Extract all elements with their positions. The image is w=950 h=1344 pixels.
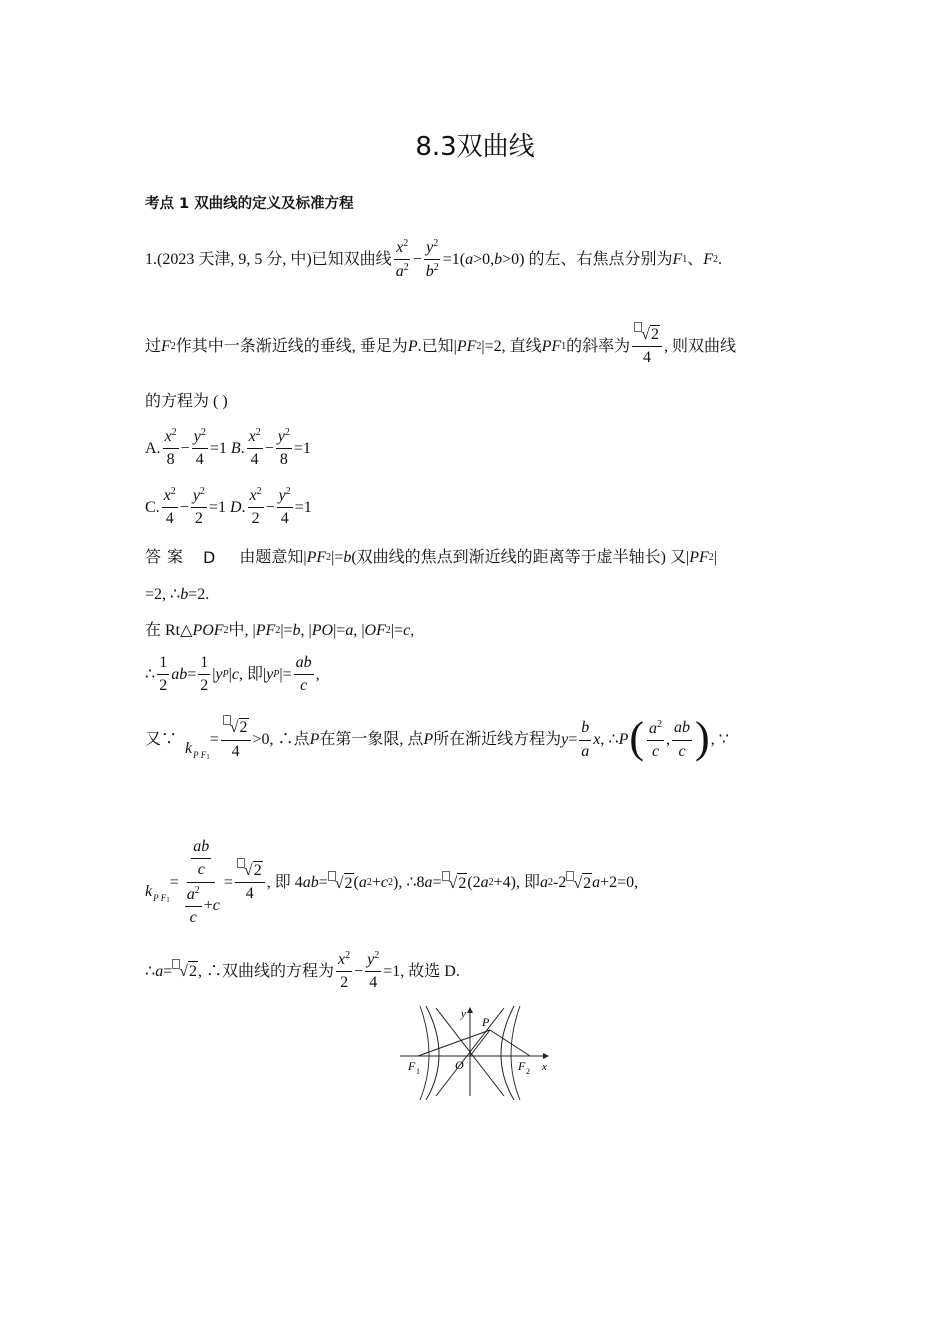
point-P-label: P <box>482 1015 490 1029</box>
problem-text: 已知双曲线 <box>311 251 392 269</box>
compound-fraction: $\frac{ab}{c}$ $\frac{a^2}{c}$ +c <box>186 838 220 927</box>
problem-number: 1. <box>145 251 157 269</box>
answer-line-6: k P F $_1$ = $\frac{ab}{c}$ $\frac{a^2}{c}$ +c = $\frac{√2}{4}$ , 即 4 ab = √ 2 ( a 2 + c 2 ) , ∴8 a = √ 2 (2 a 2 +4), 即 a 2 -2 √ 2 a +2=0, <box>145 838 639 927</box>
option-a-label: A. <box>145 439 161 457</box>
problem-source: (2023 天津, 9, 5 分, 中) <box>157 251 312 269</box>
fraction-sqrt2-over-4: $\frac{√2}{4}$ <box>632 326 662 368</box>
y-label: y <box>461 1008 466 1020</box>
answer-line-5: 又∵ k P F $_1$ = $\frac{√2}{4}$ >0, ∴点 P 在第一象限, 点 P 所在渐近线方程为 y = $\frac{b}{a}$ x , ∴ P ( $\frac{a^2}{c}$ , $\frac{ab}{c}$ ) , ∵ <box>145 713 729 762</box>
segment-PF2 <box>490 1030 530 1056</box>
answer-label: 答案 <box>145 549 190 566</box>
answer-line-4: ∴ $\frac{1}{2}$ ab = $\frac{1}{2}$ | y P | c , 即| y P |= $\frac{ab}{c}$ , <box>145 654 320 695</box>
problem-line-1: 1. (2023 天津, 9, 5 分, 中) 已知双曲线 $\frac{x^2}{a^2}$ − $\frac{y^2}{b^2}$ =1( a >0, b >0) 的左、右焦点分别为 F 1 、 F 2 . <box>145 238 723 281</box>
option-c-label: C. <box>145 498 160 516</box>
hyperbola-right-branch <box>501 1006 514 1100</box>
fraction-y2-b2: $\frac{y^2}{b^2}$ <box>425 238 439 281</box>
answer-line-2: =2, ∴ b =2. <box>145 586 210 603</box>
focus-F2-label: F <box>518 1059 526 1073</box>
page-title: 8.3双曲线 <box>415 132 535 162</box>
section-heading: 考点 1 双曲线的定义及标准方程 <box>145 196 354 212</box>
options-ab: A. $\frac{x^2}{8}$ − $\frac{y^2}{4}$ = 1 B . $\frac{x^2}{4}$ − $\frac{y^2}{8}$ =1 <box>145 427 311 469</box>
option-b-label: B <box>230 439 241 457</box>
hyperbola-figure <box>398 1004 558 1100</box>
focus-F1-sub: 1 <box>416 1067 420 1076</box>
x-label: x <box>542 1061 547 1073</box>
problem-line-2: 过 F 2 作其中一条渐近线的垂线, 垂足为 P .已知| PF 2 |=2, 直线 PF 1 的斜率为 $\frac{√2}{4}$ , 则双曲线 <box>145 326 736 368</box>
options-cd: C. $\frac{x^2}{4}$ − $\frac{y^2}{2}$ = 1 D . $\frac{x^2}{2}$ − $\frac{y^2}{4}$ =1 <box>145 486 312 528</box>
answer-line-7: ∴ a = √ 2 , ∴双曲线的方程为 $\frac{x^2}{2}$ − $\frac{y^2}{4}$ =1, 故选 D. <box>145 950 460 992</box>
hyperbola-right-branch-outer <box>511 1006 520 1100</box>
answer-line-3: 在 Rt△ POF 2 中, | PF 2 |= b , | PO |= a , | OF 2 |= c , <box>145 622 415 639</box>
hyperbola-left-branch <box>426 1006 439 1100</box>
origin-label: O <box>455 1058 464 1072</box>
option-d-label: D <box>229 498 242 516</box>
problem-line-3: 的方程为 ( ) <box>145 393 228 410</box>
focus-F1-label: F <box>408 1059 416 1073</box>
answer-line-1: 答案 D 由题意知| PF 2 |= b (双曲线的焦点到渐近线的距离等于虚半轴长) 又| PF 2 | <box>145 548 717 567</box>
focus-F2-sub: 2 <box>526 1067 530 1076</box>
fraction-x2-a2: $\frac{x^2}{a^2}$ <box>395 238 409 281</box>
answer-letter: D <box>203 548 216 567</box>
